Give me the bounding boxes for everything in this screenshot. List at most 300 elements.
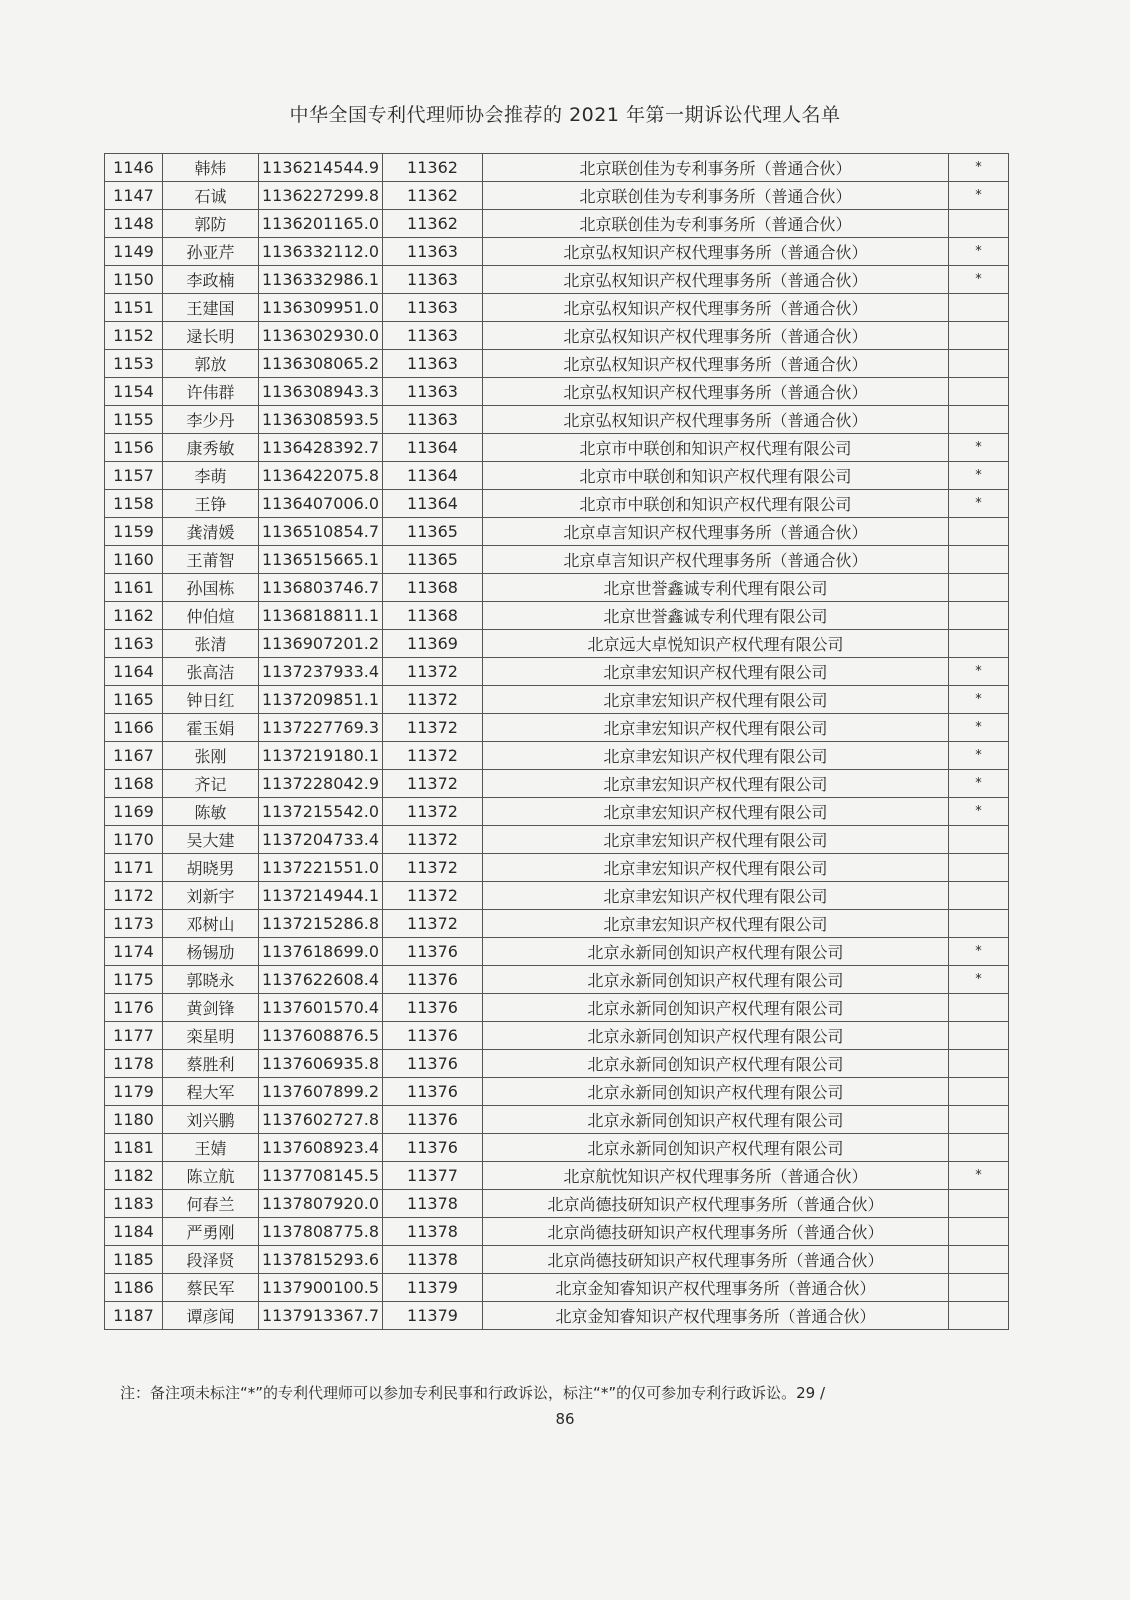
agency-name-cell: 北京弘权知识产权代理事务所（普通合伙） xyxy=(483,322,949,350)
cert-number-cell: 1137618699.0 xyxy=(259,938,383,966)
cert-number-cell: 1137808775.8 xyxy=(259,1218,383,1246)
serial-number-cell: 1152 xyxy=(105,322,163,350)
agency-code-cell: 11378 xyxy=(383,1190,483,1218)
cert-number-cell: 1137606935.8 xyxy=(259,1050,383,1078)
note-cell: * xyxy=(949,266,1009,294)
note-cell xyxy=(949,1078,1009,1106)
cert-number-cell: 1137215286.8 xyxy=(259,910,383,938)
serial-number-cell: 1181 xyxy=(105,1134,163,1162)
cert-number-cell: 1137228042.9 xyxy=(259,770,383,798)
serial-number-cell: 1160 xyxy=(105,546,163,574)
note-cell: * xyxy=(949,182,1009,210)
cert-number-cell: 1137215542.0 xyxy=(259,798,383,826)
agency-code-cell: 11372 xyxy=(383,686,483,714)
serial-number-cell: 1171 xyxy=(105,854,163,882)
name-cell: 吴大建 xyxy=(163,826,259,854)
serial-number-cell: 1172 xyxy=(105,882,163,910)
table-row xyxy=(105,630,1009,658)
agency-name-cell: 北京世誉鑫诚专利代理有限公司 xyxy=(483,602,949,630)
agency-name-cell: 北京永新同创知识产权代理有限公司 xyxy=(483,994,949,1022)
name-cell: 栾星明 xyxy=(163,1022,259,1050)
cert-number-cell: 1137214944.1 xyxy=(259,882,383,910)
name-cell: 石诚 xyxy=(163,182,259,210)
serial-number-cell: 1177 xyxy=(105,1022,163,1050)
agency-name-cell: 北京远大卓悦知识产权代理有限公司 xyxy=(483,630,949,658)
table-row xyxy=(105,322,1009,350)
note-cell: * xyxy=(949,154,1009,182)
cert-number-cell: 1136214544.9 xyxy=(259,154,383,182)
note-cell: * xyxy=(949,238,1009,266)
serial-number-cell: 1178 xyxy=(105,1050,163,1078)
note-cell xyxy=(949,210,1009,238)
agency-code-cell: 11363 xyxy=(383,378,483,406)
note-cell xyxy=(949,854,1009,882)
cert-number-cell: 1137602727.8 xyxy=(259,1106,383,1134)
note-cell xyxy=(949,294,1009,322)
footnote xyxy=(120,1380,1010,1432)
agency-code-cell: 11376 xyxy=(383,938,483,966)
name-cell: 仲伯煊 xyxy=(163,602,259,630)
table-row xyxy=(105,490,1009,518)
name-cell: 霍玉娟 xyxy=(163,714,259,742)
serial-number-cell: 1153 xyxy=(105,350,163,378)
note-cell: * xyxy=(949,770,1009,798)
agency-code-cell: 11364 xyxy=(383,462,483,490)
agency-name-cell: 北京聿宏知识产权代理有限公司 xyxy=(483,714,949,742)
table-row xyxy=(105,938,1009,966)
name-cell: 许伟群 xyxy=(163,378,259,406)
table-row xyxy=(105,378,1009,406)
serial-number-cell: 1149 xyxy=(105,238,163,266)
serial-number-cell: 1184 xyxy=(105,1218,163,1246)
note-cell xyxy=(949,546,1009,574)
serial-number-cell: 1158 xyxy=(105,490,163,518)
cert-number-cell: 1136907201.2 xyxy=(259,630,383,658)
name-cell: 郭放 xyxy=(163,350,259,378)
serial-number-cell: 1187 xyxy=(105,1302,163,1330)
cert-number-cell: 1136428392.7 xyxy=(259,434,383,462)
cert-number-cell: 1137237933.4 xyxy=(259,658,383,686)
cert-number-cell: 1136332112.0 xyxy=(259,238,383,266)
name-cell: 黄剑锋 xyxy=(163,994,259,1022)
agency-name-cell: 北京永新同创知识产权代理有限公司 xyxy=(483,938,949,966)
note-cell xyxy=(949,1022,1009,1050)
agency-name-cell: 北京市中联创和知识产权代理有限公司 xyxy=(483,462,949,490)
agency-code-cell: 11372 xyxy=(383,742,483,770)
note-cell xyxy=(949,1246,1009,1274)
agency-code-cell: 11362 xyxy=(383,154,483,182)
agency-code-cell: 11379 xyxy=(383,1302,483,1330)
serial-number-cell: 1157 xyxy=(105,462,163,490)
agency-name-cell: 北京永新同创知识产权代理有限公司 xyxy=(483,1050,949,1078)
serial-number-cell: 1154 xyxy=(105,378,163,406)
serial-number-cell: 1167 xyxy=(105,742,163,770)
table-row xyxy=(105,742,1009,770)
page-title: 中华全国专利代理师协会推荐的 2021 年第一期诉讼代理人名单 xyxy=(289,104,841,126)
serial-number-cell: 1173 xyxy=(105,910,163,938)
name-cell: 郭防 xyxy=(163,210,259,238)
agency-name-cell: 北京市中联创和知识产权代理有限公司 xyxy=(483,434,949,462)
serial-number-cell: 1166 xyxy=(105,714,163,742)
cert-number-cell: 1137601570.4 xyxy=(259,994,383,1022)
cert-number-cell: 1137209851.1 xyxy=(259,686,383,714)
serial-number-cell: 1148 xyxy=(105,210,163,238)
agency-code-cell: 11376 xyxy=(383,1078,483,1106)
agency-name-cell: 北京弘权知识产权代理事务所（普通合伙） xyxy=(483,406,949,434)
agency-code-cell: 11365 xyxy=(383,518,483,546)
table-row xyxy=(105,882,1009,910)
note-cell xyxy=(949,602,1009,630)
table-row xyxy=(105,1190,1009,1218)
name-cell: 何春兰 xyxy=(163,1190,259,1218)
serial-number-cell: 1150 xyxy=(105,266,163,294)
table-row xyxy=(105,686,1009,714)
cert-number-cell: 1137608876.5 xyxy=(259,1022,383,1050)
table-row xyxy=(105,602,1009,630)
agency-name-cell: 北京金知睿知识产权代理事务所（普通合伙） xyxy=(483,1302,949,1330)
name-cell: 王婧 xyxy=(163,1134,259,1162)
table-row xyxy=(105,1050,1009,1078)
agency-name-cell: 北京联创佳为专利事务所（普通合伙） xyxy=(483,210,949,238)
cert-number-cell: 1136308943.3 xyxy=(259,378,383,406)
table-row xyxy=(105,1078,1009,1106)
name-cell: 严勇刚 xyxy=(163,1218,259,1246)
agency-name-cell: 北京弘权知识产权代理事务所（普通合伙） xyxy=(483,294,949,322)
name-cell: 孙国栋 xyxy=(163,574,259,602)
agency-name-cell: 北京聿宏知识产权代理有限公司 xyxy=(483,910,949,938)
agency-code-cell: 11372 xyxy=(383,854,483,882)
cert-number-cell: 1137221551.0 xyxy=(259,854,383,882)
serial-number-cell: 1146 xyxy=(105,154,163,182)
serial-number-cell: 1182 xyxy=(105,1162,163,1190)
note-cell xyxy=(949,378,1009,406)
table-row xyxy=(105,1302,1009,1330)
cert-number-cell: 1136818811.1 xyxy=(259,602,383,630)
cert-number-cell: 1136332986.1 xyxy=(259,266,383,294)
agency-code-cell: 11372 xyxy=(383,770,483,798)
note-cell xyxy=(949,1302,1009,1330)
agency-code-cell: 11363 xyxy=(383,350,483,378)
name-cell: 李萌 xyxy=(163,462,259,490)
table-row xyxy=(105,1162,1009,1190)
note-cell: * xyxy=(949,938,1009,966)
cert-number-cell: 1136422075.8 xyxy=(259,462,383,490)
agency-code-cell: 11365 xyxy=(383,546,483,574)
name-cell: 康秀敏 xyxy=(163,434,259,462)
agency-code-cell: 11372 xyxy=(383,882,483,910)
serial-number-cell: 1170 xyxy=(105,826,163,854)
serial-number-cell: 1180 xyxy=(105,1106,163,1134)
serial-number-cell: 1165 xyxy=(105,686,163,714)
page-number-separator: / xyxy=(819,1384,826,1402)
serial-number-cell: 1151 xyxy=(105,294,163,322)
note-cell xyxy=(949,1190,1009,1218)
note-cell xyxy=(949,1106,1009,1134)
agency-name-cell: 北京聿宏知识产权代理有限公司 xyxy=(483,854,949,882)
table-row xyxy=(105,574,1009,602)
name-cell: 段泽贤 xyxy=(163,1246,259,1274)
serial-number-cell: 1185 xyxy=(105,1246,163,1274)
name-cell: 王铮 xyxy=(163,490,259,518)
agency-code-cell: 11362 xyxy=(383,210,483,238)
table-row xyxy=(105,1246,1009,1274)
serial-number-cell: 1147 xyxy=(105,182,163,210)
agency-name-cell: 北京永新同创知识产权代理有限公司 xyxy=(483,966,949,994)
name-cell: 韩炜 xyxy=(163,154,259,182)
cert-number-cell: 1137608923.4 xyxy=(259,1134,383,1162)
note-cell: * xyxy=(949,714,1009,742)
agency-name-cell: 北京弘权知识产权代理事务所（普通合伙） xyxy=(483,238,949,266)
table-row xyxy=(105,966,1009,994)
name-cell: 张刚 xyxy=(163,742,259,770)
name-cell: 王建国 xyxy=(163,294,259,322)
table-row xyxy=(105,770,1009,798)
table-row xyxy=(105,266,1009,294)
agency-name-cell: 北京永新同创知识产权代理有限公司 xyxy=(483,1022,949,1050)
table-row xyxy=(105,658,1009,686)
serial-number-cell: 1159 xyxy=(105,518,163,546)
agency-code-cell: 11364 xyxy=(383,434,483,462)
note-cell xyxy=(949,910,1009,938)
agency-code-cell: 11362 xyxy=(383,182,483,210)
cert-number-cell: 1137913367.7 xyxy=(259,1302,383,1330)
note-cell: * xyxy=(949,966,1009,994)
agency-name-cell: 北京聿宏知识产权代理有限公司 xyxy=(483,658,949,686)
note-cell: * xyxy=(949,1162,1009,1190)
name-cell: 李政楠 xyxy=(163,266,259,294)
table-row xyxy=(105,238,1009,266)
cert-number-cell: 1137227769.3 xyxy=(259,714,383,742)
table-row xyxy=(105,154,1009,182)
note-cell: * xyxy=(949,742,1009,770)
page-number-total: 86 xyxy=(555,1410,575,1428)
serial-number-cell: 1163 xyxy=(105,630,163,658)
name-cell: 逯长明 xyxy=(163,322,259,350)
agency-name-cell: 北京尚德技研知识产权代理事务所（普通合伙） xyxy=(483,1246,949,1274)
table-row xyxy=(105,1134,1009,1162)
name-cell: 李少丹 xyxy=(163,406,259,434)
serial-number-cell: 1174 xyxy=(105,938,163,966)
cert-number-cell: 1137815293.6 xyxy=(259,1246,383,1274)
note-cell xyxy=(949,1218,1009,1246)
serial-number-cell: 1162 xyxy=(105,602,163,630)
serial-number-cell: 1161 xyxy=(105,574,163,602)
agency-code-cell: 11364 xyxy=(383,490,483,518)
name-cell: 孙亚芹 xyxy=(163,238,259,266)
name-cell: 邓树山 xyxy=(163,910,259,938)
table-row xyxy=(105,406,1009,434)
note-cell xyxy=(949,322,1009,350)
serial-number-cell: 1183 xyxy=(105,1190,163,1218)
note-cell: * xyxy=(949,434,1009,462)
name-cell: 陈立航 xyxy=(163,1162,259,1190)
agency-code-cell: 11369 xyxy=(383,630,483,658)
agency-code-cell: 11372 xyxy=(383,910,483,938)
agency-name-cell: 北京联创佳为专利事务所（普通合伙） xyxy=(483,182,949,210)
note-cell xyxy=(949,630,1009,658)
name-cell: 齐记 xyxy=(163,770,259,798)
note-cell: * xyxy=(949,462,1009,490)
agency-name-cell: 北京永新同创知识产权代理有限公司 xyxy=(483,1134,949,1162)
cert-number-cell: 1136308065.2 xyxy=(259,350,383,378)
table-row xyxy=(105,462,1009,490)
cert-number-cell: 1137607899.2 xyxy=(259,1078,383,1106)
cert-number-cell: 1137807920.0 xyxy=(259,1190,383,1218)
cert-number-cell: 1136309951.0 xyxy=(259,294,383,322)
note-cell xyxy=(949,1134,1009,1162)
serial-number-cell: 1176 xyxy=(105,994,163,1022)
table-row xyxy=(105,714,1009,742)
note-cell: * xyxy=(949,490,1009,518)
table-row xyxy=(105,1218,1009,1246)
agency-code-cell: 11363 xyxy=(383,294,483,322)
cert-number-cell: 1136308593.5 xyxy=(259,406,383,434)
name-cell: 郭晓永 xyxy=(163,966,259,994)
table-row xyxy=(105,798,1009,826)
table-row xyxy=(105,1274,1009,1302)
table-row xyxy=(105,854,1009,882)
agent-list-table xyxy=(104,153,1009,1330)
agency-code-cell: 11372 xyxy=(383,798,483,826)
note-cell xyxy=(949,518,1009,546)
name-cell: 张清 xyxy=(163,630,259,658)
cert-number-cell: 1137708145.5 xyxy=(259,1162,383,1190)
cert-number-cell: 1137622608.4 xyxy=(259,966,383,994)
agent-list-body xyxy=(105,154,1009,1330)
name-cell: 蔡民军 xyxy=(163,1274,259,1302)
table-row xyxy=(105,434,1009,462)
agency-code-cell: 11372 xyxy=(383,826,483,854)
name-cell: 刘新宇 xyxy=(163,882,259,910)
note-cell xyxy=(949,350,1009,378)
name-cell: 刘兴鹏 xyxy=(163,1106,259,1134)
agency-name-cell: 北京永新同创知识产权代理有限公司 xyxy=(483,1106,949,1134)
agency-name-cell: 北京航忱知识产权代理事务所（普通合伙） xyxy=(483,1162,949,1190)
serial-number-cell: 1175 xyxy=(105,966,163,994)
table-row xyxy=(105,350,1009,378)
cert-number-cell: 1136201165.0 xyxy=(259,210,383,238)
cert-number-cell: 1136302930.0 xyxy=(259,322,383,350)
footnote-text: 注：备注项未标注“*”的专利代理师可以参加专利民事和行政诉讼，标注“*”的仅可参加专利行政诉讼。 xyxy=(120,1384,797,1402)
cert-number-cell: 1136515665.1 xyxy=(259,546,383,574)
table-row xyxy=(105,994,1009,1022)
agency-code-cell: 11368 xyxy=(383,574,483,602)
agency-code-cell: 11376 xyxy=(383,994,483,1022)
serial-number-cell: 1156 xyxy=(105,434,163,462)
agency-name-cell: 北京弘权知识产权代理事务所（普通合伙） xyxy=(483,350,949,378)
note-cell xyxy=(949,882,1009,910)
agency-code-cell: 11372 xyxy=(383,658,483,686)
agency-name-cell: 北京聿宏知识产权代理有限公司 xyxy=(483,826,949,854)
agency-name-cell: 北京聿宏知识产权代理有限公司 xyxy=(483,798,949,826)
cert-number-cell: 1136227299.8 xyxy=(259,182,383,210)
name-cell: 杨锡劢 xyxy=(163,938,259,966)
name-cell: 谭彦闻 xyxy=(163,1302,259,1330)
note-cell: * xyxy=(949,658,1009,686)
serial-number-cell: 1186 xyxy=(105,1274,163,1302)
agency-name-cell: 北京世誉鑫诚专利代理有限公司 xyxy=(483,574,949,602)
name-cell: 王莆智 xyxy=(163,546,259,574)
agency-code-cell: 11376 xyxy=(383,1134,483,1162)
agency-code-cell: 11368 xyxy=(383,602,483,630)
table-row xyxy=(105,910,1009,938)
agency-code-cell: 11376 xyxy=(383,966,483,994)
note-cell xyxy=(949,574,1009,602)
agency-code-cell: 11372 xyxy=(383,714,483,742)
note-cell xyxy=(949,994,1009,1022)
agency-name-cell: 北京联创佳为专利事务所（普通合伙） xyxy=(483,154,949,182)
agency-code-cell: 11376 xyxy=(383,1106,483,1134)
agency-name-cell: 北京尚德技研知识产权代理事务所（普通合伙） xyxy=(483,1218,949,1246)
cert-number-cell: 1136510854.7 xyxy=(259,518,383,546)
table-row xyxy=(105,546,1009,574)
agency-code-cell: 11376 xyxy=(383,1022,483,1050)
name-cell: 张高洁 xyxy=(163,658,259,686)
note-cell xyxy=(949,406,1009,434)
note-cell xyxy=(949,826,1009,854)
table-row xyxy=(105,1022,1009,1050)
agency-code-cell: 11363 xyxy=(383,238,483,266)
agency-name-cell: 北京聿宏知识产权代理有限公司 xyxy=(483,882,949,910)
serial-number-cell: 1164 xyxy=(105,658,163,686)
agency-name-cell: 北京市中联创和知识产权代理有限公司 xyxy=(483,490,949,518)
serial-number-cell: 1155 xyxy=(105,406,163,434)
agency-name-cell: 北京弘权知识产权代理事务所（普通合伙） xyxy=(483,378,949,406)
agency-code-cell: 11377 xyxy=(383,1162,483,1190)
cert-number-cell: 1137900100.5 xyxy=(259,1274,383,1302)
table-row xyxy=(105,826,1009,854)
name-cell: 程大军 xyxy=(163,1078,259,1106)
note-cell xyxy=(949,1274,1009,1302)
agency-name-cell: 北京尚德技研知识产权代理事务所（普通合伙） xyxy=(483,1190,949,1218)
agency-code-cell: 11363 xyxy=(383,406,483,434)
table-row xyxy=(105,294,1009,322)
name-cell: 蔡胜利 xyxy=(163,1050,259,1078)
cert-number-cell: 1137204733.4 xyxy=(259,826,383,854)
page-number-current: 29 xyxy=(796,1384,816,1402)
agency-name-cell: 北京金知睿知识产权代理事务所（普通合伙） xyxy=(483,1274,949,1302)
note-cell: * xyxy=(949,798,1009,826)
agency-name-cell: 北京卓言知识产权代理事务所（普通合伙） xyxy=(483,546,949,574)
cert-number-cell: 1136407006.0 xyxy=(259,490,383,518)
agency-name-cell: 北京聿宏知识产权代理有限公司 xyxy=(483,742,949,770)
agency-code-cell: 11363 xyxy=(383,266,483,294)
name-cell: 龚清媛 xyxy=(163,518,259,546)
name-cell: 胡晓男 xyxy=(163,854,259,882)
serial-number-cell: 1168 xyxy=(105,770,163,798)
agency-name-cell: 北京聿宏知识产权代理有限公司 xyxy=(483,770,949,798)
cert-number-cell: 1136803746.7 xyxy=(259,574,383,602)
table-row xyxy=(105,518,1009,546)
serial-number-cell: 1169 xyxy=(105,798,163,826)
table-row xyxy=(105,210,1009,238)
note-cell xyxy=(949,1050,1009,1078)
agency-code-cell: 11378 xyxy=(383,1218,483,1246)
agency-code-cell: 11363 xyxy=(383,322,483,350)
agency-name-cell: 北京聿宏知识产权代理有限公司 xyxy=(483,686,949,714)
serial-number-cell: 1179 xyxy=(105,1078,163,1106)
agency-name-cell: 北京永新同创知识产权代理有限公司 xyxy=(483,1078,949,1106)
agency-code-cell: 11378 xyxy=(383,1246,483,1274)
table-row xyxy=(105,1106,1009,1134)
name-cell: 钟日红 xyxy=(163,686,259,714)
agency-code-cell: 11376 xyxy=(383,1050,483,1078)
agency-code-cell: 11379 xyxy=(383,1274,483,1302)
agency-name-cell: 北京卓言知识产权代理事务所（普通合伙） xyxy=(483,518,949,546)
agency-name-cell: 北京弘权知识产权代理事务所（普通合伙） xyxy=(483,266,949,294)
name-cell: 陈敏 xyxy=(163,798,259,826)
table-row xyxy=(105,182,1009,210)
